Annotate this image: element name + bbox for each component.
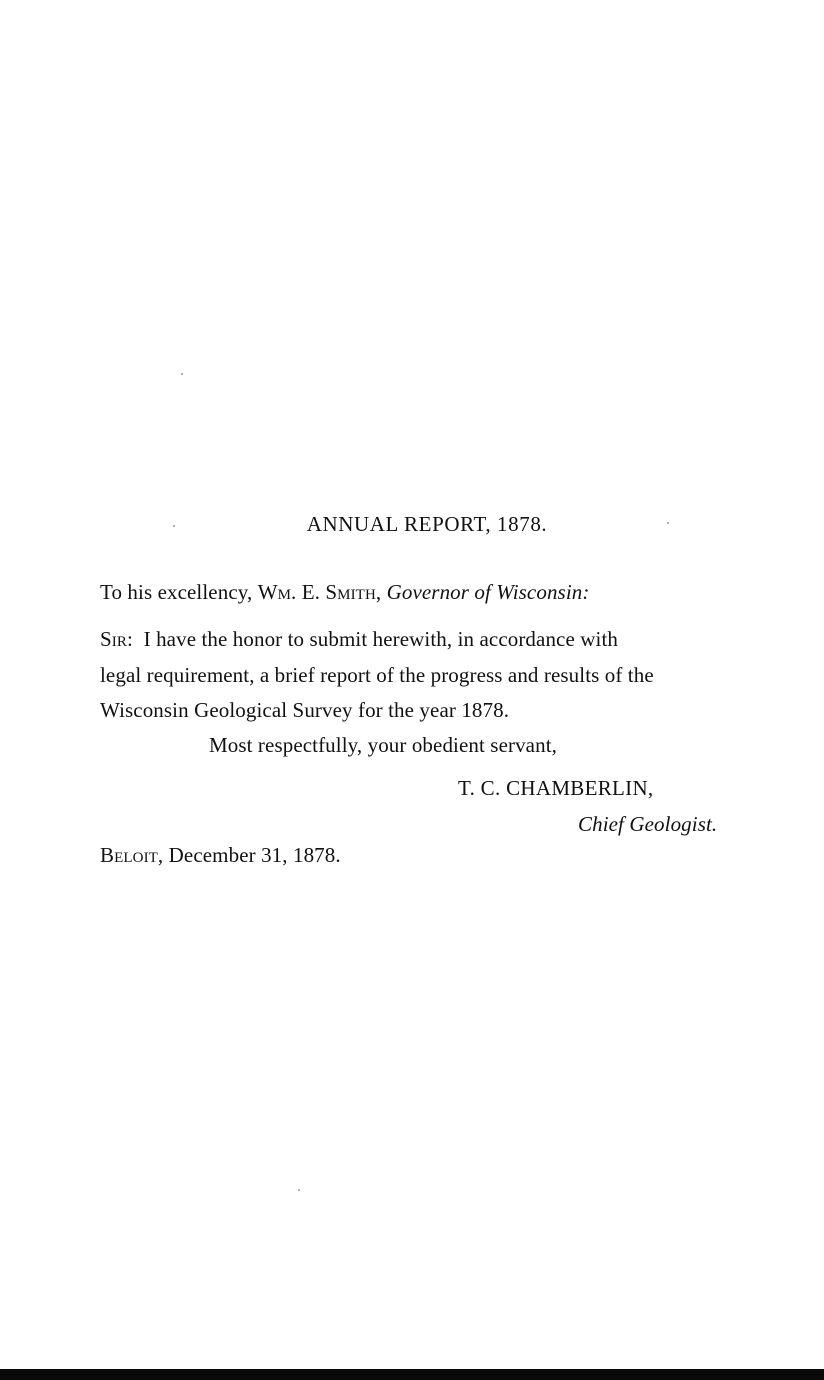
address-line <box>100 579 589 605</box>
paper-speck <box>181 373 183 375</box>
body-text-line-2: legal requirement, a brief report of the progress and results of the <box>100 663 654 687</box>
signature-title: Chief Geologist. <box>578 812 718 836</box>
address-prefix: To his excellency, <box>100 580 258 604</box>
body-text-line-1: I have the honor to submit herewith, in accordance with <box>143 627 618 651</box>
dateline <box>100 842 341 868</box>
date-text: December 31, 1878. <box>168 843 341 867</box>
page-bottom-edge <box>0 1369 824 1380</box>
paper-speck <box>173 525 175 527</box>
addressee-title: Governor of Wisconsin: <box>386 580 590 604</box>
salutation: Sir: <box>100 627 133 651</box>
closing-line: Most respectfully, your obedient servant, <box>209 733 557 757</box>
paper-speck <box>298 1189 300 1191</box>
addressee-name: Wm. E. Smith, <box>257 580 382 604</box>
body-paragraph-line-1 <box>100 626 618 652</box>
report-title: ANNUAL REPORT, 1878. <box>306 512 548 536</box>
signature-name: T. C. CHAMBERLIN, <box>458 776 654 800</box>
paper-speck <box>667 522 669 524</box>
place-name: Beloit, <box>100 843 164 867</box>
body-text-line-3: Wisconsin Geological Survey for the year 1878. <box>100 698 510 722</box>
